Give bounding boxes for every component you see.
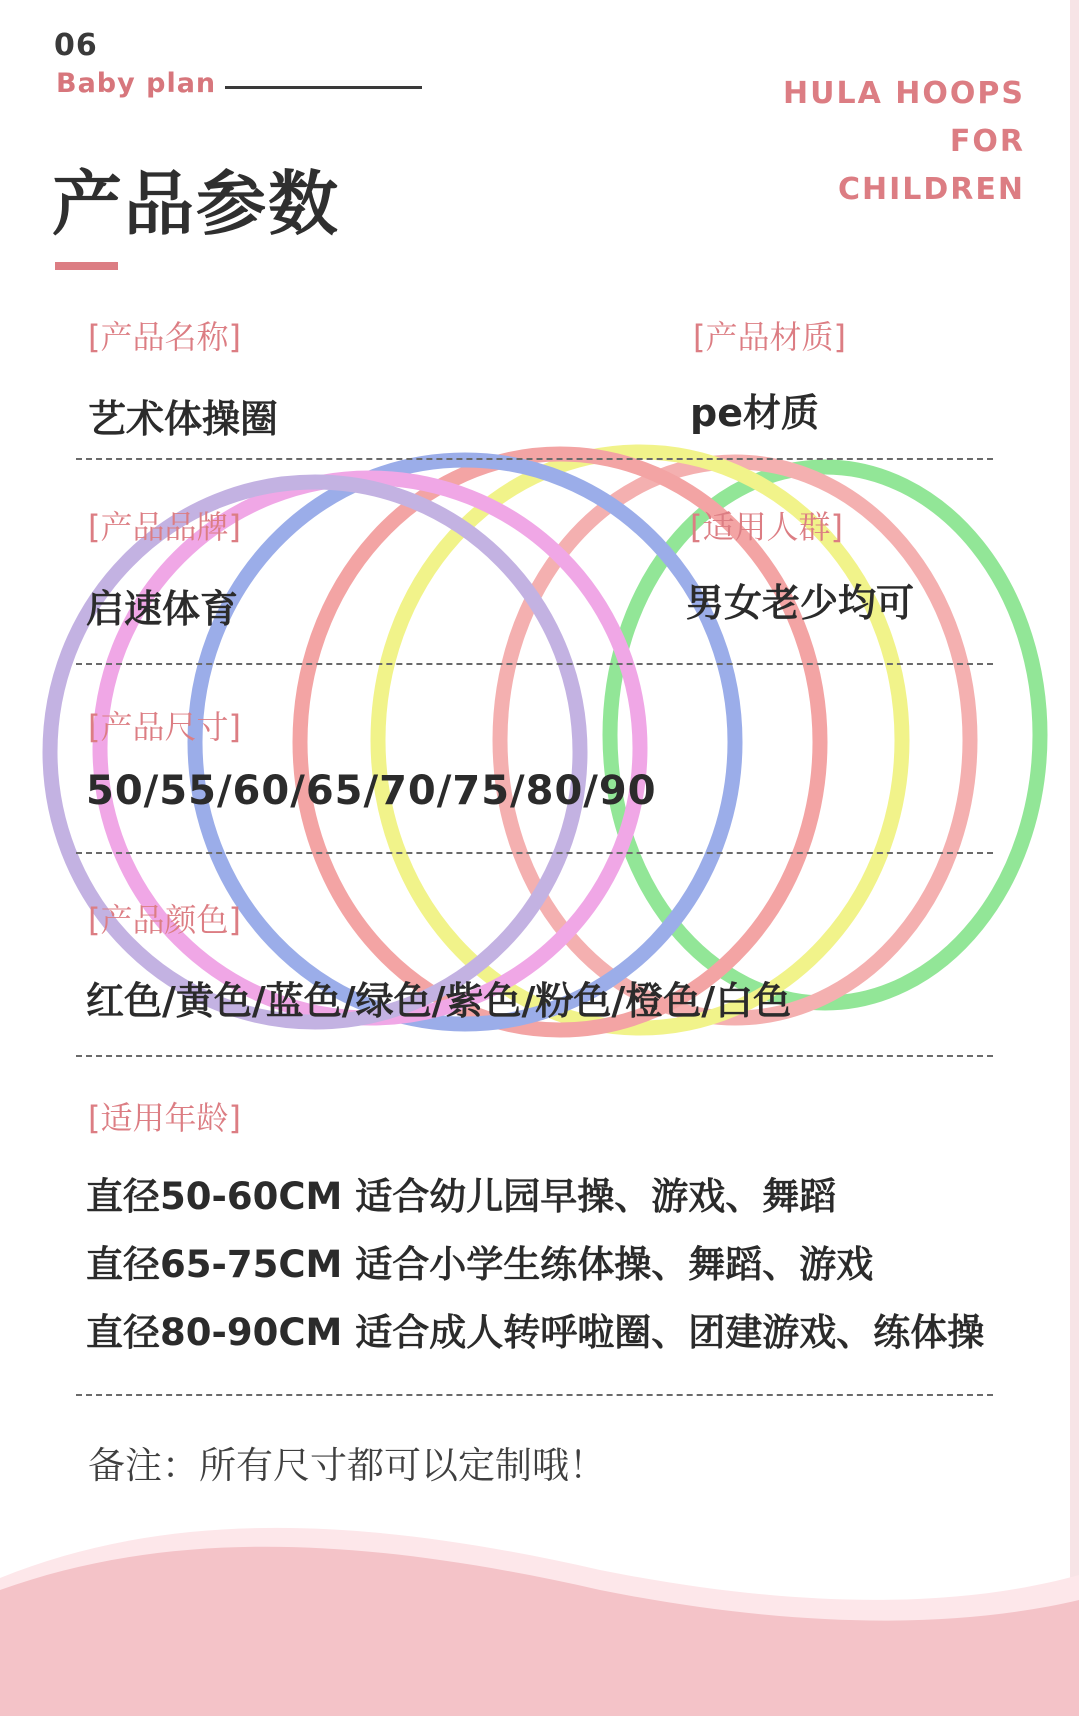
sub-brand-underline	[225, 86, 422, 89]
english-title-line-3: CHILDREN	[837, 172, 1025, 207]
age-label: [适用年龄]	[88, 1099, 241, 1137]
product-size-value: 50/55/60/65/70/75/80/90	[86, 768, 657, 814]
english-title-line-2: FOR	[949, 124, 1025, 159]
divider-3	[76, 852, 993, 854]
page-number: 06	[54, 28, 98, 63]
age-line-3: 直径80-90CM 适合成人转呼啦圈、团建游戏、练体操	[86, 1311, 985, 1354]
divider-4	[76, 1055, 993, 1057]
product-brand-value: 启速体育	[86, 587, 239, 631]
page-title: 产品参数	[52, 163, 340, 245]
product-brand-label: [产品品牌]	[88, 508, 241, 546]
divider-2	[76, 663, 993, 665]
product-color-value: 红色/黄色/蓝色/绿色/紫色/粉色/橙色/白色	[86, 979, 792, 1023]
title-accent-bar	[55, 262, 118, 270]
english-title	[783, 70, 1025, 214]
product-name-value: 艺术体操圈	[88, 397, 279, 441]
age-line-2: 直径65-75CM 适合小学生练体操、舞蹈、游戏	[86, 1243, 874, 1286]
divider-1	[76, 458, 993, 460]
product-color-label: [产品颜色]	[88, 901, 241, 939]
english-title-line-1: HULA HOOPS	[783, 76, 1025, 111]
customization-note: 备注：所有尺寸都可以定制哦！	[88, 1444, 606, 1487]
audience-label: [适用人群]	[690, 508, 843, 546]
product-material-value: pe材质	[690, 391, 819, 435]
age-line-1: 直径50-60CM 适合幼儿园早操、游戏、舞蹈	[86, 1175, 837, 1218]
audience-value: 男女老少均可	[686, 581, 915, 625]
product-material-label: [产品材质]	[693, 318, 846, 356]
divider-5	[76, 1394, 993, 1396]
product-name-label: [产品名称]	[88, 318, 241, 356]
product-size-label: [产品尺寸]	[88, 708, 241, 746]
sub-brand: Baby plan	[56, 68, 217, 99]
